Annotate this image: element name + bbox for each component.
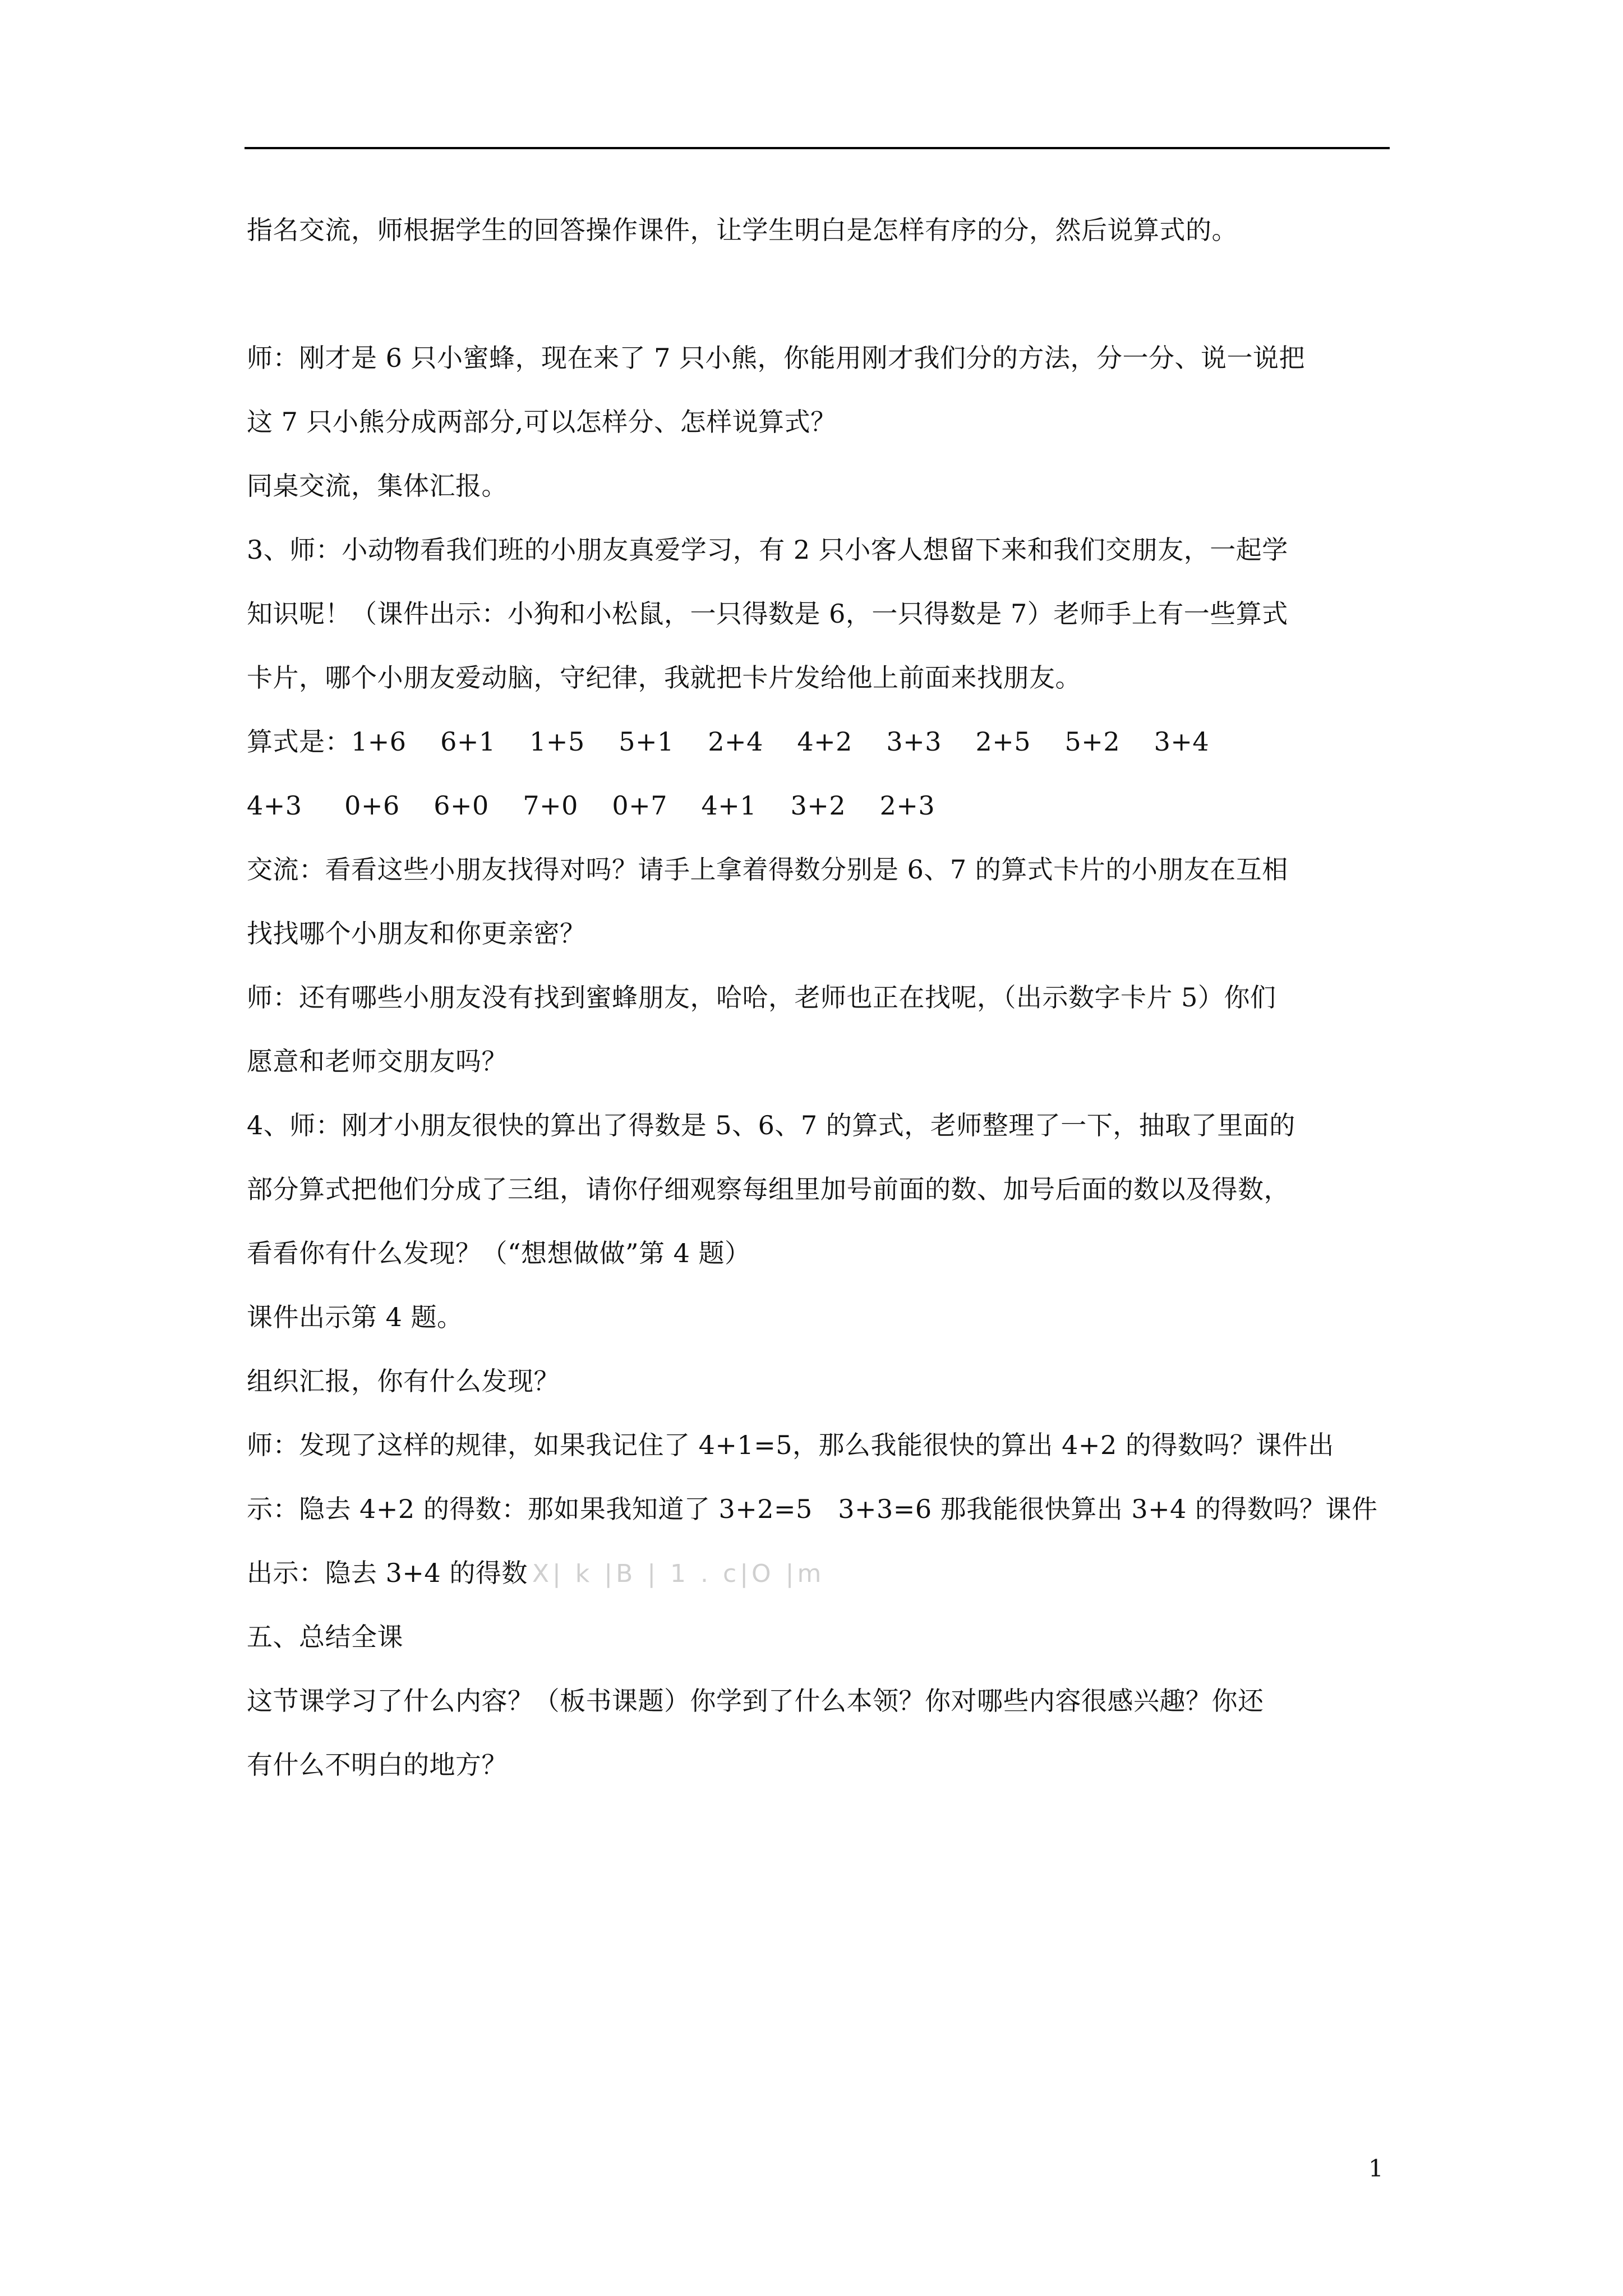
text-line: 找找哪个小朋友和你更亲密？ <box>247 918 586 949</box>
text-line: 看看你有什么发现？（“想想做做”第 4 题） <box>247 1238 751 1268</box>
text-line: 指名交流，师根据学生的回答操作课件，让学生明白是怎样有序的分，然后说算式的。 <box>247 215 1238 245</box>
text-line: 3、师：小动物看我们班的小朋友真爱学习，有 2 只小客人想留下来和我们交朋友，一起学 <box>247 535 1288 565</box>
text-line: 卡片，哪个小朋友爱动脑，守纪律，我就把卡片发给他上前面来找朋友。 <box>247 662 1081 693</box>
page-number: 1 <box>1368 2155 1384 2182</box>
text-line: 愿意和老师交朋友吗？ <box>247 1046 508 1076</box>
text-line: 算式是：1+6 6+1 1+5 5+1 2+4 4+2 3+3 2+5 5+2 3+4 <box>247 726 1210 757</box>
text-line: 同桌交流，集体汇报。 <box>247 471 508 501</box>
text-line: 这节课学习了什么内容？（板书课题）你学到了什么本领？你对哪些内容很感兴趣？你还 <box>247 1686 1264 1716</box>
header-rule <box>245 147 1390 149</box>
text-line: 交流：看看这些小朋友找得对吗？请手上拿着得数分别是 6、7 的算式卡片的小朋友在互相 <box>247 854 1288 885</box>
text-line: 部分算式把他们分成了三组，请你仔细观察每组里加号前面的数、加号后面的数以及得数， <box>247 1174 1290 1204</box>
text-line: 师：刚才是 6 只小蜜蜂，现在来了 7 只小熊，你能用刚才我们分的方法，分一分、说一说把 <box>247 343 1306 373</box>
watermark: X| k |B | 1 . c|O |m <box>532 1559 825 1588</box>
text-line: 4+3 0+6 6+0 7+0 0+7 4+1 3+2 2+3 <box>247 790 935 821</box>
text-line-content: 出示：隐去 3+4 的得数 <box>247 1558 528 1588</box>
text-line: 师：发现了这样的规律，如果我记住了 4+1=5，那么我能很快的算出 4+2 的得数吗？课件出 <box>247 1430 1334 1460</box>
text-line: 组织汇报，你有什么发现？ <box>247 1366 560 1396</box>
text-line: 师：还有哪些小朋友没有找到蜜蜂朋友，哈哈，老师也正在找呢，（出示数字卡片 5）你们 <box>247 982 1276 1013</box>
section-heading: 五、总结全课 <box>247 1622 403 1652</box>
text-line: 示：隐去 4+2 的得数：那如果我知道了 3+2=5 3+3=6 那我能很快算出 3+4 的得数吗？课件 <box>247 1494 1378 1524</box>
text-line: 有什么不明白的地方？ <box>247 1750 508 1780</box>
text-line-with-watermark <box>247 1556 824 1591</box>
text-line: 这 7 只小熊分成两部分,可以怎样分、怎样说算式？ <box>247 407 837 437</box>
text-line: 知识呢！（课件出示：小狗和小松鼠，一只得数是 6，一只得数是 7）老师手上有一些算式 <box>247 599 1288 629</box>
text-line: 4、师：刚才小朋友很快的算出了得数是 5、6、7 的算式，老师整理了一下，抽取了里面的 <box>247 1110 1295 1140</box>
text-line: 课件出示第 4 题。 <box>247 1302 463 1332</box>
